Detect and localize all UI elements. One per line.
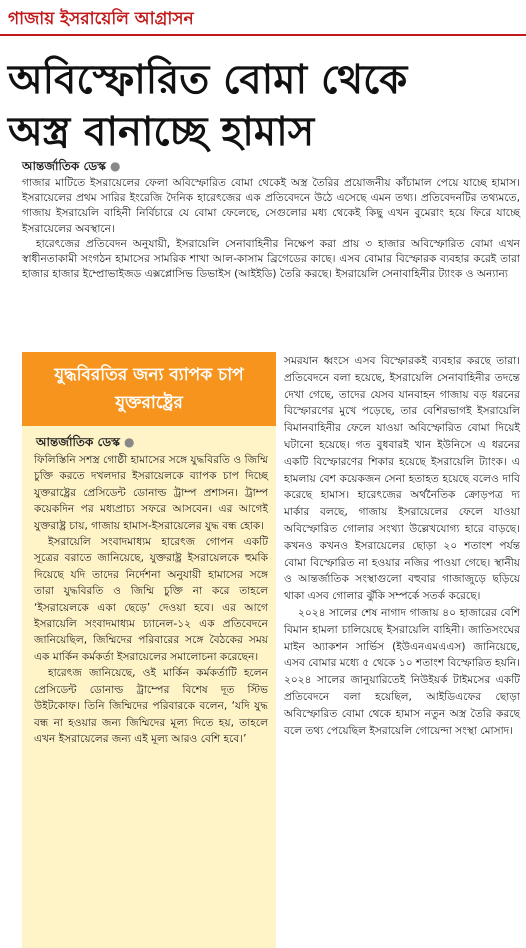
side-desk-label bbox=[36, 434, 135, 454]
headline bbox=[8, 54, 518, 158]
side-paragraph: ইসরায়েলি সংবাদমাধ্যম হারেৎজ গোপন একটি সূত্রের বরাতে জানিয়েছে, যুক্তরাষ্ট্র ইসরায়েলকে হুমকি দিয়েছে যদি তাদের নির্দেশনা অনুযায়ী হামাসের সঙ্গে তারা যুদ্ধবিরতি ও জিম্মি চুক্তি না করে তাহলে ‘ইসরায়েলকে একা ছেড়ে’ দেওয়া হবে। এর আগে ইসরায়েলি সংবাদমাধ্যম চ্যানেল-১২ এক প্রতিবেদনে জানিয়েছিল, জিম্মিদের পরিবারের সঙ্গে বৈঠকের সময় এক মার্কিন কর্মকর্তা ইসরায়েলের সমালোচনা করেছেন। bbox=[34, 536, 268, 663]
main-story-top bbox=[22, 176, 520, 282]
side-paragraph: ফিলিস্তিনি সশস্ত্র গোষ্ঠী হামাসের সঙ্গে যুদ্ধবিরতি ও জিম্মি চুক্তি করতে দখলদার ইসরায়েলকে ব্যাপক চাপ দিচ্ছে যুক্তরাষ্ট্রের প্রেসিডেন্ট ডোনাল্ড ট্রাম্প প্রশাসন। ট্রাম্প কয়েকদিন পর মধ্যপ্রাচ্য সফরে আসবেন। এর আগেই যুক্তরাষ্ট্র চায়, গাজায় হামাস-ইসরায়েলের যুদ্ধ বন্ধ হোক। bbox=[34, 454, 268, 532]
side-story-title: যুদ্ধবিরতির জন্য ব্যাপক চাপ যুক্তরাষ্ট্রের bbox=[54, 365, 244, 413]
bullet-icon: ● bbox=[124, 435, 135, 449]
main-paragraph: ২০২৪ সালের শেষ নাগাদ গাজায় ৪০ হাজারের বেশি বিমান হামলা চালিয়েছে ইসরায়েলি বাহিনী। জাতিসংঘের মাইন অ্যাকশন সার্ভিস (ইউএনএমএএস) জানিয়েছে, এসব বোমার মধ্যে ৫ থেকে ১০ শতাংশ বিস্ফোরিত হয়নি। ২০২৪ সালের জানুয়ারিতেই নিউইয়র্ক টাইমসের একটি প্রতিবেদনে বলা হয়েছিল, আইডিএফের ছোড়া অবিস্ফোরিত বোমা থেকে হামাস নতুন অস্ত্র তৈরি করছে বলে তথ্য পেয়েছিল ইসরায়েলি গোয়েন্দা সংস্থা মোসাদ। bbox=[284, 606, 520, 737]
main-desk-label bbox=[22, 158, 121, 178]
main-story-right-column bbox=[284, 353, 520, 739]
side-story-box bbox=[22, 352, 276, 948]
desk-text: আন্তর্জাতিক ডেস্ক bbox=[36, 435, 120, 449]
kicker-rule bbox=[0, 34, 526, 36]
side-story-body bbox=[34, 452, 268, 747]
headline-line-1: অবিস্ফোরিত বোমা থেকে bbox=[8, 57, 408, 103]
headline-line-2: অস্ত্র বানাচ্ছে হামাস bbox=[8, 109, 315, 155]
main-paragraph: সমরযান ধ্বংসে এসব বিস্ফোরকই ব্যবহার করছে তারা। প্রতিবেদনে বলা হয়েছে, ইসরায়েলি সেনাবাহিনীর তদন্তে দেখা গেছে, তাদের যেসব যানবাহন গাজায় বড় ধরনের বিস্ফোরণের মুখে পড়েছে, তার বেশিরভাগই ইসরায়েলি বিমানবাহিনীর ফেলে যাওয়া অবিস্ফোরিত বোমা দিয়েই ঘটানো হয়েছে। গত বুধবারই খান ইউনিসে এ ধরনের একটি বিস্ফোরণের শিকার হয়েছে ইসরায়েলি ট্যাংক। এ হামলায় বেশ কয়েকজন সেনা হতাহত হয়েছে বলেও দাবি করেছে হামাস। হারেৎজের অর্থনৈতিক ক্রোড়পত্র দ্য মার্কার বলছে, গাজায় ইসরায়েলের ফেলে যাওয়া অবিস্ফোরিত গোলার সংখ্যা উল্লেখযোগ্য হারে বাড়ছে। কখনও কখনও ইসরায়েলের ছোড়া ২০ শতাংশ পর্যন্ত বোমা বিস্ফোরিত না হওয়ার নজির পাওয়া গেছে। স্থানীয় ও আন্তর্জাতিক সংস্থাগুলো বহুবার গাজাজুড়ে ছড়িয়ে থাকা এসব গোলার ঝুঁকি সম্পর্কে সতর্ক করেছে। bbox=[284, 355, 520, 603]
side-paragraph: হারেৎজ জানিয়েছে, ওই মার্কিন কর্মকর্তাটি হলেন প্রেসিডেন্ট ডোনাল্ড ট্রাম্পের বিশেষ দূত স্টিভ উইটকোফ। তিনি জিম্মিদের পরিবারকে বলেন, ‘যদি যুদ্ধ বন্ধ না হওয়ার জন্য জিম্মিদের মূল্য দিতে হয়, তাহলে এখন ইসরায়েলের জন্য এই মূল্য আরও বেশি হবে।’ bbox=[34, 667, 268, 745]
side-story-header bbox=[22, 352, 276, 426]
kicker: গাজায় ইসরায়েলি আগ্রাসন bbox=[8, 9, 194, 29]
main-paragraph: হারেৎজের প্রতিবেদন অনুযায়ী, ইসরায়েলি সেনাবাহিনীর নিক্ষেপ করা প্রায় ৩ হাজার অবিস্ফোরিত বোমা এখন স্বাধীনতাকামী সংগঠন হামাসের সামরিক শাখা আল-কাসাম ব্রিগেডের কাছে। এসব বোমার বিস্ফোরক ব্যবহার করেই তারা হাজার হাজার ইম্প্রোভাইজড এক্সপ্লোসিভ ডিভাইস (আইইডি) তৈরি করছে। ইসরায়েলি সেনাবাহিনীর ট্যাংক ও অন্যান্য bbox=[22, 237, 520, 281]
desk-text: আন্তর্জাতিক ডেস্ক bbox=[22, 159, 106, 173]
bullet-icon: ● bbox=[110, 159, 121, 173]
main-paragraph: গাজার মাটিতে ইসরায়েলের ফেলা অবিস্ফোরিত বোমা থেকেই অস্ত্র তৈরির প্রয়োজনীয় কাঁচামাল পেয়ে যাচ্ছে হামাস। ইসরায়েলের প্রথম সারির ইংরেজি দৈনিক হারেৎজের এক প্রতিবেদনে উঠে এসেছে এমন তথ্য। প্রতিবেদনটির তথ্যমতে, গাজায় ইসরায়েলি বাহিনী নির্বিচারে যে বোমা ফেলেছে, সেগুলোর মধ্য থেকেই কিছু এখন বুমেরাং হয়ে ফিরে যাচ্ছে ইসরায়েলের অবস্থানে। bbox=[22, 177, 520, 235]
